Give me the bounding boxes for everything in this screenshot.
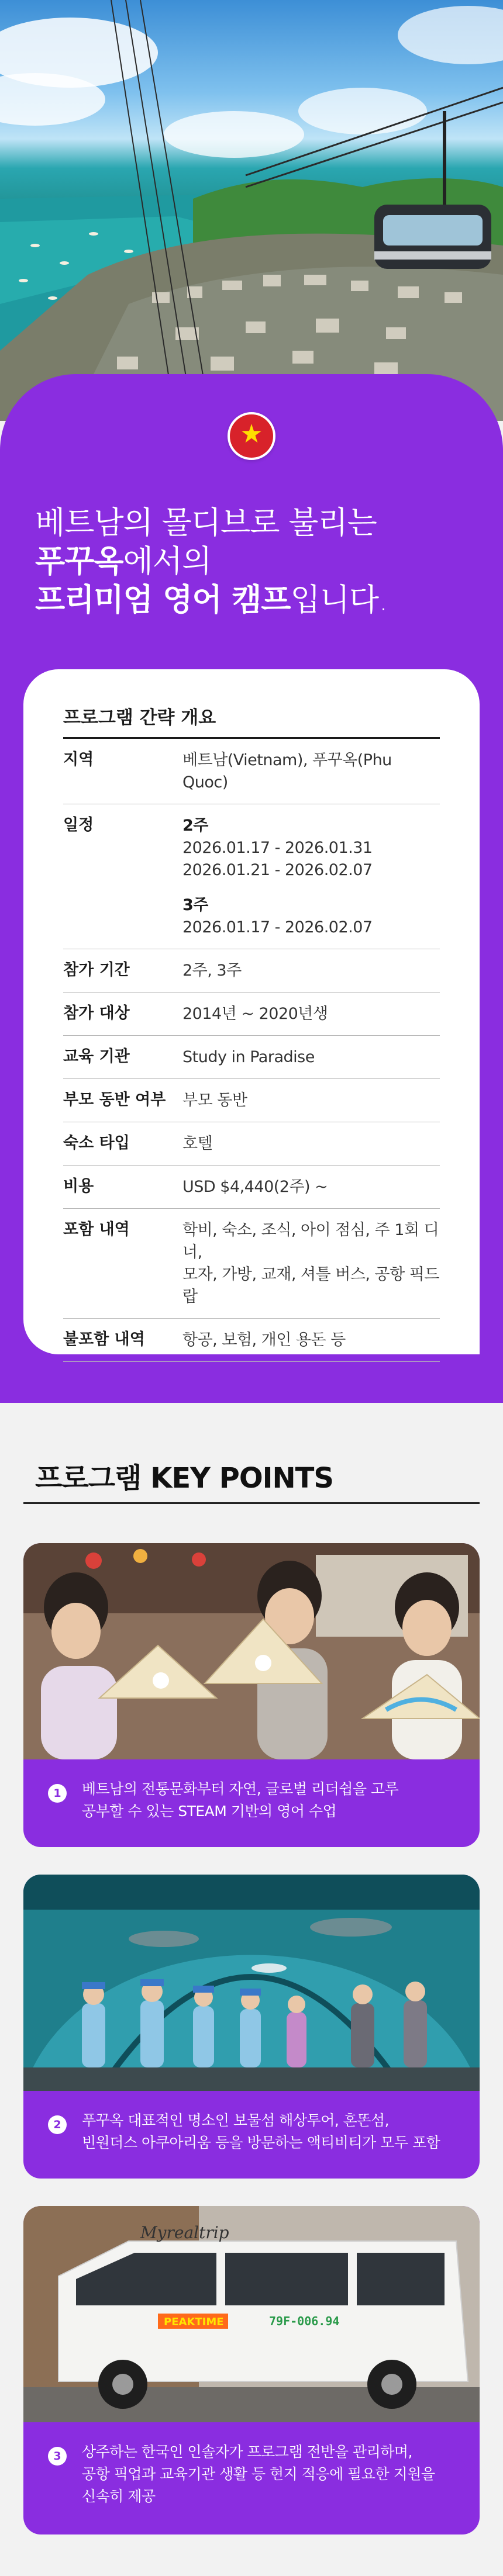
van-brand-text: Myrealtrip: [140, 2223, 229, 2242]
row-key: 일정: [63, 816, 94, 834]
row-value: 부모 동반: [182, 1091, 247, 1109]
divider: [23, 1502, 480, 1504]
vietnam-flag-icon: [228, 412, 275, 460]
row-key: 불포함 내역: [63, 1330, 145, 1348]
spacer: [182, 881, 440, 894]
key-point-number: 1: [48, 1784, 67, 1803]
key-point-text: [23, 1778, 480, 1823]
overview-row-schedule: [63, 804, 440, 949]
overview-row-parent: [63, 1079, 440, 1122]
schedule-3weeks-date: 2026.01.17 - 2026.02.07: [182, 918, 373, 936]
aquarium-illustration: [23, 1875, 480, 2091]
key-point-line: 빈원더스 아쿠아리움 등을 방문하는 액티비티가 모두 포함: [82, 2134, 440, 2151]
row-key: 지역: [63, 751, 94, 769]
key-point-card-3: [23, 2206, 480, 2534]
key-point-line: 공부할 수 있는 STEAM 기반의 영어 수업: [82, 1803, 337, 1820]
headline-line-2-rest: 에서의: [123, 544, 212, 579]
headline-camp-name: 프리미엄 영어 캠프: [35, 582, 291, 618]
schedule-2weeks-date: 2026.01.17 - 2026.01.31: [182, 839, 373, 857]
van-plate-text: 79F-006.94: [269, 2314, 340, 2328]
row-value: 베트남(Vietnam), 푸꾸옥(Phu Quoc): [182, 751, 392, 791]
row-key: 참가 대상: [63, 1004, 130, 1022]
row-value: [182, 1219, 440, 1308]
hero-illustration: [0, 0, 503, 421]
headline-line-1: 베트남의 몰디브로 불리는: [35, 505, 377, 541]
key-points-title: 프로그램 KEY POINTS: [35, 1462, 333, 1495]
overview-row-target: [63, 993, 440, 1036]
van-sticker-text: PEAKTIME: [164, 2316, 224, 2328]
key-point-photo-aquarium: [23, 1875, 480, 2091]
overview-table: [63, 737, 440, 1362]
row-value: Study in Paradise: [182, 1048, 315, 1066]
row-value: 호텔: [182, 1135, 213, 1153]
headline-place-name: 푸꾸옥: [35, 544, 123, 579]
key-point-number: 3: [48, 2447, 67, 2466]
students-hats-illustration: [23, 1543, 480, 1759]
key-point-line: 상주하는 한국인 인솔자가 프로그램 전반을 관리하며,: [82, 2443, 412, 2460]
overview-title: 프로그램 간략 개요: [63, 707, 216, 728]
key-point-photo-shuttle-van: [23, 2206, 480, 2422]
van-illustration: [23, 2206, 480, 2422]
row-key: 숙소 타입: [63, 1134, 130, 1152]
key-point-line: 푸꾸옥 대표적인 명소인 보물섬 해상투어, 혼똔섬,: [82, 2112, 390, 2129]
program-overview-card: [23, 669, 480, 1354]
row-key: 교육 기관: [63, 1047, 130, 1066]
row-key: 비용: [63, 1177, 94, 1195]
row-value: 항공, 보험, 개인 용돈 등: [182, 1331, 346, 1349]
schedule-2weeks-label: 2주: [182, 817, 208, 835]
key-point-card-2: [23, 1875, 480, 2179]
overview-row-accommodation: [63, 1122, 440, 1166]
headline: [35, 504, 480, 620]
key-point-text: [23, 2110, 480, 2154]
overview-row-included: [63, 1209, 440, 1319]
overview-row-duration: [63, 949, 440, 993]
key-point-card-1: [23, 1543, 480, 1847]
flag-star-icon: ★: [240, 419, 263, 449]
headline-line-3: [35, 581, 480, 620]
row-key: 참가 기간: [63, 961, 130, 979]
included-line: 모자, 가방, 교재, 셔틀 버스, 공항 픽드랍: [182, 1265, 439, 1306]
row-key: 부모 동반 여부: [63, 1091, 166, 1109]
row-value: USD $4,440(2주) ~: [182, 1178, 328, 1196]
headline-line-2: [35, 542, 480, 581]
overview-row-region: [63, 739, 440, 804]
row-value: [182, 815, 440, 939]
key-point-text: [23, 2441, 480, 2508]
row-value: 2014년 ~ 2020년생: [182, 1005, 328, 1023]
row-value: 2주, 3주: [182, 962, 242, 980]
overview-row-institution: [63, 1036, 440, 1079]
headline-line-3-rest: 입니다.: [290, 582, 388, 618]
schedule-2weeks-date: 2026.01.21 - 2026.02.07: [182, 861, 373, 879]
key-point-line: 신속히 제공: [82, 2488, 156, 2505]
key-point-line: 베트남의 전통문화부터 자연, 글로벌 리더쉽을 고루: [82, 1780, 399, 1797]
overview-row-excluded: [63, 1319, 440, 1362]
row-key: 포함 내역: [63, 1220, 130, 1239]
overview-row-cost: [63, 1166, 440, 1209]
included-line: 학비, 숙소, 조식, 아이 점심, 주 1회 디너,: [182, 1221, 439, 1261]
key-point-line: 공항 픽업과 교육기관 생활 등 현지 적응에 필요한 지원을: [82, 2466, 435, 2482]
key-point-photo-students-hats: [23, 1543, 480, 1759]
key-point-number: 2: [48, 2115, 67, 2134]
schedule-3weeks-label: 3주: [182, 896, 208, 914]
hero-photo-phu-quoc-cable-car: [0, 0, 503, 421]
